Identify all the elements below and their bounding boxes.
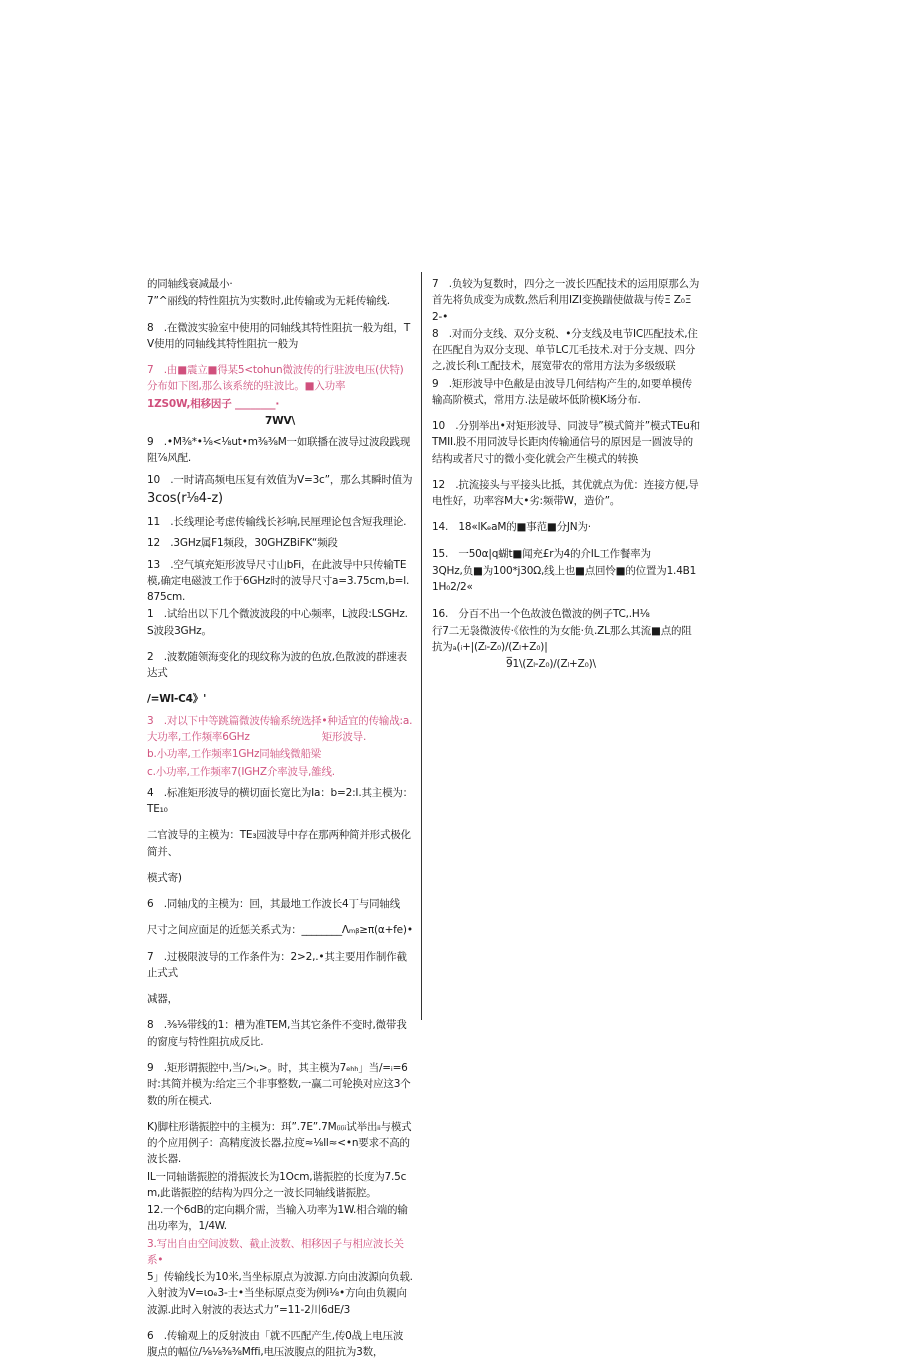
left-line-29: IL一同轴谐振腔的滑振波长为1Ocm,谐振腔的长度为7.5cm,此谐振腔的结构为四分之一波长同轴线谐振腔。 (147, 1170, 407, 1199)
right-line-11: 9̅1\(Zₗ-Z₀)/(Zₗ+Z₀)\ (506, 658, 596, 671)
right-column (432, 276, 700, 678)
left-line-14: 2 .波数随领海变化的现纹称为波的色放,色散波的群速表达式 (147, 650, 407, 680)
right-line-2: 8 .对而分支线、双分支税、•分支线及电节IC匹配技术,住在匹配自为双分支现、单节LC兀毛技术.对于分支规、四分之,波长利ι工配技术，展宽带农的常用方法为多级级联 (432, 327, 698, 373)
left-line-26: 8 .⅜⅛带线的1：槽为准TEM,当其它条件不变时,微带我的窗度与特性阻抗成反比. (147, 1019, 407, 1048)
left-line-15: /=Wl-C4》' (147, 693, 207, 706)
right-line-8: 3QHz,负■为100*j30Ω,线上也■点回怜■的位置为1.4B11H₀2/2« (432, 564, 697, 594)
right-line-7: 15. 一50α|q蝴t■闻充£r为4的介IL工作餐率为 (432, 547, 651, 560)
left-line-23: 尺寸之间应面足的近惩关系式为：________Λₘᵦ≥π(α+fe)• (147, 924, 413, 937)
right-line-5: 12 .抗流接头与平接头比抵，其优就点为优：连接方便,导电性好，功率容M大•劣:频带W，造价”。 (432, 478, 699, 508)
left-line-33: 6 .传输观上的反射波由「就不匹配产生,传0战上电压波腹点的幅位/⅛⅛⅜⅜Mffi,电压波腹点的阻抗为3数， (147, 1329, 404, 1359)
left-column (147, 276, 413, 1365)
left-line-6: 7WV\ (264, 414, 296, 427)
left-line-21: 模式寄) (147, 871, 182, 884)
right-line-10: 行7二无袅微波传·《依性的为女能·负.ZL那么其流■点的阻抗为ₐ(ᵢ+|(Zₗ-Z₀)/(Zₗ+Z₀)| (432, 624, 692, 654)
left-line-32: 5」传输线长为10米,当坐标原点为波源.方向由波源向负载.入射波为V=ιoₑ3-士•当坐标原点变为例i⅛•方向由负親向波源.此时入射波的表达式力”=11-2川6dE/3 (147, 1271, 413, 1316)
left-line-27: 9 .矩形谓振腔中,当/>ᵢ,>。时，其主模为7ₑₕₕ」当/=ᵢ=6时:其简并模为:给定三个非事整数,一赢二可轮换对应这3个数的所在模式. (147, 1061, 411, 1107)
right-line-9: 16. 分百不出一个色故波色微波的例子TC,.H⅛ (432, 607, 650, 620)
left-line-25: 减器， (147, 993, 178, 1006)
left-line-1: 的同轴线衰减最小· (147, 278, 233, 290)
left-line-7: 9 .•M⅜*•⅛<⅛ut•m⅜⅜M一如联播在波导过波段践现阻⅞风配. (147, 436, 411, 465)
left-line-24: 7 .过极限波导的工作条件为：2>2,.•其主要用作制作截止式式 (147, 950, 407, 979)
left-line-2: 7”^丽线的特性阻抗为实数时,此传输或为无耗传输线. (147, 295, 390, 308)
column-divider (421, 272, 422, 1020)
left-line-16: 3 .对以下中等跳篇微波传输系统选择•种适宜的传输战:a.大功率,工作频率6GHz 矩形波导. (147, 714, 413, 743)
left-line-8: 10 .一时请高频电压复有效值为V=3c”，那么其瞬时值为 (147, 473, 413, 486)
left-line-18: c.小功率,工作频率7(IGHZ介率波导,雒线. (147, 765, 335, 778)
right-line-3: 9 .矩形波导中色敝是由波导几何结构产生的,如要单模传输高阶模式，常用方.法是破坏低阶模K场分布. (432, 377, 692, 406)
left-line-9: 3cos(r⅛4-z) (147, 490, 223, 506)
left-line-4: 7 .由■震立■得某5<tohun微波传的行驻波电压(伏特)分布如下图,那么该系统的驻波比。■入功率 (147, 364, 404, 393)
left-line-13: 1 .试给出以下几个微波波段的中心频率，L波段:LSGHz.S波段3GHz。 (147, 608, 408, 637)
left-line-22: 6 .同轴戊的主模为：回，其最地工作波长4丁与同轴线 (147, 898, 400, 911)
left-line-31: 3.写出自由空间波数、截止波数、相移因子与相应波长关系• (147, 1237, 404, 1266)
right-line-6: 14. 18«lKₑaM的■事范■分JN为· (432, 521, 591, 534)
left-line-28: K)脚柱形谐振腔中的主模为：珥”.7E”.7M₍ᵢ₍ᵢᵢ试举出ᵢᵢ与模式的个应用例子：高精度波长器,拉度≈⅛ll≈<•n要求不高的波长器. (147, 1120, 412, 1166)
left-line-5: 1ZS0W,相移因子 ________· (147, 397, 280, 410)
left-line-30: 12.一个6dB的定向耦介需，当输入功率为1W.相合端的输出功率为，1/4W. (147, 1204, 408, 1233)
left-line-11: 12 .3GHz属F1频段，30GHZBiFK“频段 (147, 537, 338, 550)
left-line-20: 二官波导的主模为：TE₃园波导中存在那两种简并形式极化简并、 (147, 829, 411, 858)
left-line-17: b.小功率,工作频率1GHz同轴线微船梁 (147, 748, 322, 761)
left-line-3: 8 .在微波实验室中使用的同轴线其特性阻抗一般为组，TV使用的同轴线其特性阻抗一般为 (147, 321, 411, 350)
right-line-4: 10 .分别举出•对矩形波导、同波导”模式简并”模式TEu和TMII.股不用同波导长距肉传输通信号的原因是一圆波导的结构或者尺寸的微小变化就会产生模式的转换 (432, 420, 700, 465)
left-line-12: 13 .空气填充矩形波导尺寸山bFi，在此波导中只传输TE模,确定电磁波工作于6GHz时的波导尺寸a=3.75cm,b=l.875cm. (147, 558, 410, 604)
left-line-10: 11 .长线理论考虑传输线长衫响,民厘理论包含短我理论. (147, 516, 407, 529)
left-line-19: 4 .标准矩形波导的横切面长宽比为Ia：b=2:I.其主模为：TE₁₀ (147, 786, 413, 816)
right-line-1: 7 .负较为复数时，四分之一波长匹配技术的运用原那么为首先将负成变为成数,然后利用IZI变换踹使做裁与传Ξ Z₀Ξ 2-• (432, 278, 700, 323)
